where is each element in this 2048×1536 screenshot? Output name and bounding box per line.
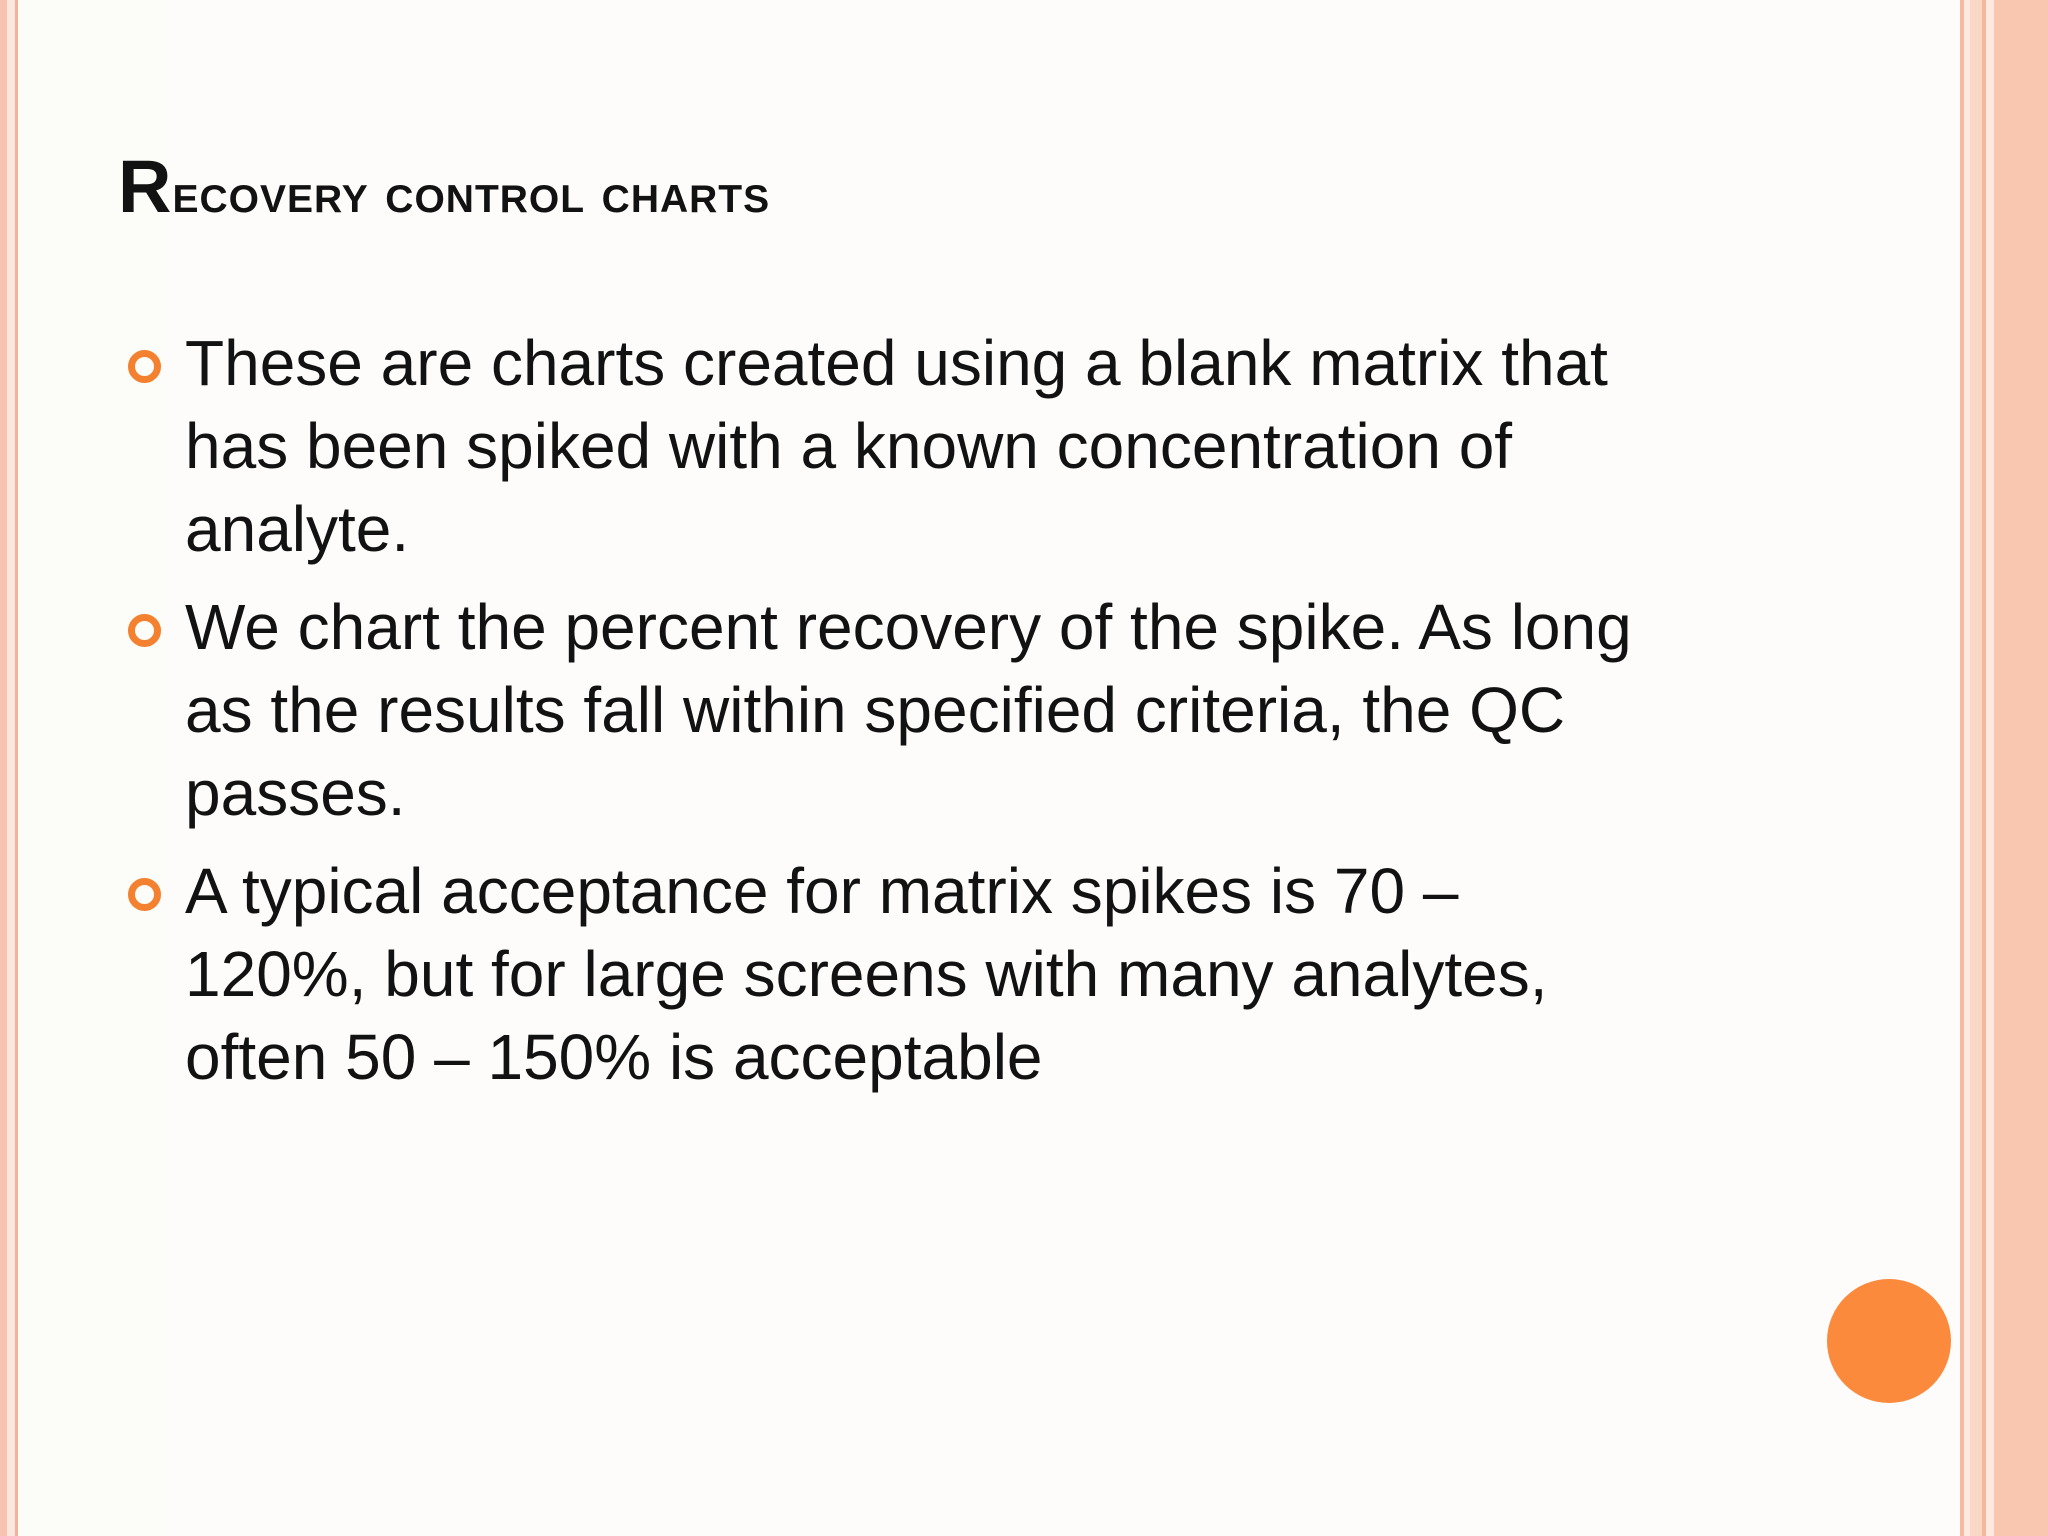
bullet-line: These are charts created using a blank matrix that <box>185 327 1608 399</box>
hollow-circle-bullet-icon <box>128 878 161 911</box>
bullet-item <box>128 586 1818 835</box>
bullet-list <box>128 322 1818 1114</box>
hollow-circle-bullet-icon <box>128 614 161 647</box>
bullet-line: analyte. <box>185 493 410 565</box>
right-border-stripe <box>1986 0 1994 1536</box>
orange-circle-decoration <box>1827 1279 1951 1403</box>
right-border-stripe <box>1994 0 2048 1536</box>
bullet-line: as the results fall within specified criteria, the QC <box>185 674 1566 746</box>
left-border-stripe <box>7 0 15 1536</box>
bullet-line: We chart the percent recovery of the spike. As long <box>185 591 1632 663</box>
bullet-line: 120%, but for large screens with many analytes, <box>185 938 1548 1010</box>
bullet-line: has been spiked with a known concentration of <box>185 410 1513 482</box>
slide-title-initial: R <box>118 145 173 228</box>
slide-title-rest: ecovery control charts <box>172 161 771 224</box>
bullet-item <box>128 322 1818 571</box>
bullet-line: often 50 – 150% is acceptable <box>185 1021 1043 1093</box>
slide-title <box>118 145 771 228</box>
hollow-circle-bullet-icon <box>128 350 161 383</box>
bullet-item <box>128 850 1818 1099</box>
bullet-line: passes. <box>185 757 406 829</box>
right-border-stripe <box>1970 0 1982 1536</box>
left-border-stripe <box>0 0 7 1536</box>
bullet-line: A typical acceptance for matrix spikes is 70 – <box>185 855 1459 927</box>
